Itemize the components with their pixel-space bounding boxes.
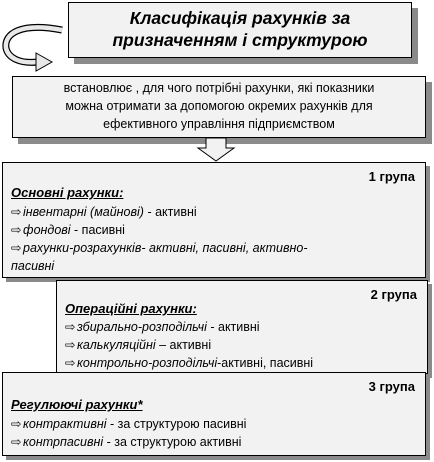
group-2-box <box>56 280 428 374</box>
arrow-right-icon: ⇨ <box>11 435 22 449</box>
group-1-box <box>2 162 426 278</box>
list-item: ⇨ збирально-розподільчі - активні <box>65 320 260 334</box>
group-1-label: 1 група <box>368 169 415 184</box>
list-item: ⇨ контрпасивні - за структурою активні <box>11 435 242 449</box>
description-box <box>12 76 426 138</box>
title-box <box>68 2 412 58</box>
list-item: ⇨ фондові - пасивні <box>11 223 125 237</box>
list-item: ⇨ контрольно-розподільчі-активні, пасивні <box>65 356 314 370</box>
description-line-3: ефективного управління підприємством <box>103 117 335 131</box>
list-item: ⇨ рахунки-розрахунків- активні, пасивні, активно- <box>11 241 308 255</box>
list-item: пасивні <box>11 259 55 273</box>
group-1-name: Основні рахунки: <box>11 185 124 200</box>
arrow-right-icon: ⇨ <box>11 205 22 219</box>
title-line-1: Класифікація рахунків за <box>129 8 351 28</box>
arrow-right-icon: ⇨ <box>65 356 76 370</box>
list-item: ⇨ калькуляційні – активні <box>65 338 212 352</box>
title-line-2: призначенням і структурою <box>112 30 368 50</box>
group-2-label: 2 група <box>370 287 417 302</box>
group-3-label: 3 група <box>368 379 415 394</box>
arrow-right-icon: ⇨ <box>65 320 76 334</box>
description-line-1: встановлює , для чого потрібні рахунки, які показники <box>63 81 375 95</box>
group-3-name: Регулюючі рахунки* <box>11 397 143 412</box>
down-arrow-icon <box>196 138 236 162</box>
arrow-right-icon: ⇨ <box>11 417 22 431</box>
description-line-2: можна отримати за допомогою окремих рахунків для <box>65 99 373 113</box>
arrow-right-icon: ⇨ <box>11 241 22 255</box>
list-item: ⇨ контрактивні - за структурою пасивні <box>11 417 247 431</box>
arrow-right-icon: ⇨ <box>11 223 22 237</box>
arrow-right-icon: ⇨ <box>65 338 76 352</box>
group-3-box <box>2 372 426 456</box>
list-item: ⇨ інвентарні (майнові) - активні <box>11 205 197 219</box>
group-2-name: Операційні рахунки: <box>65 301 197 316</box>
